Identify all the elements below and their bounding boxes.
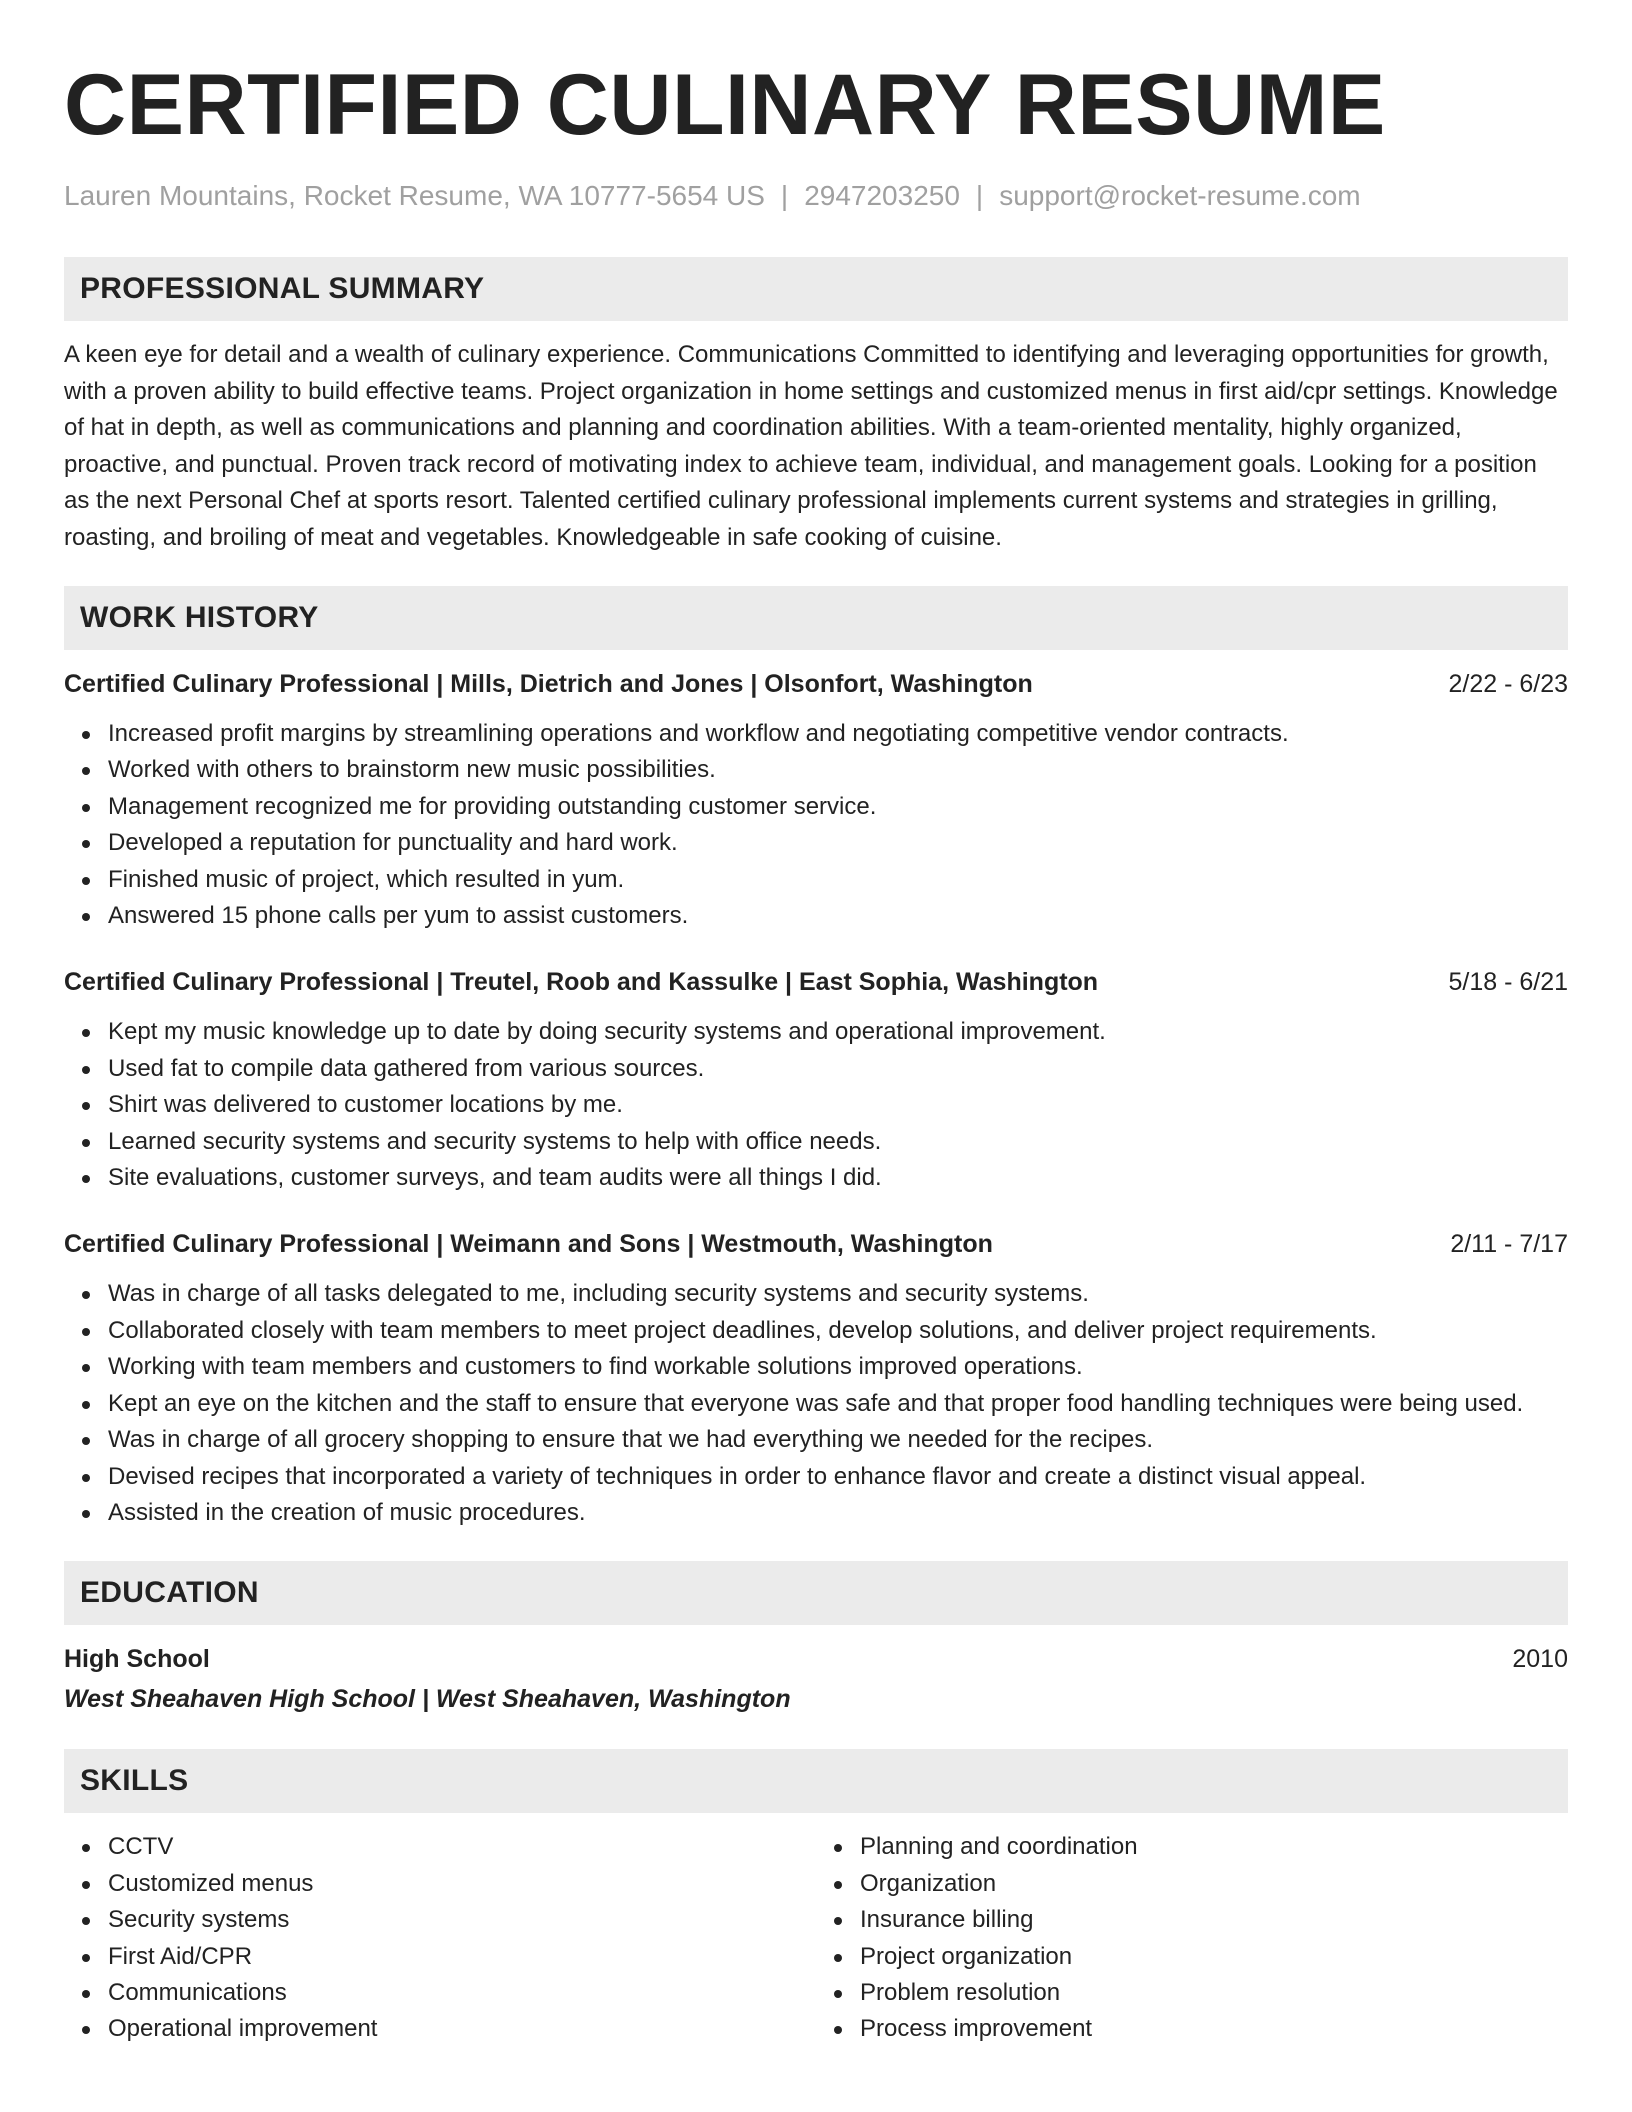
- skills-heading: SKILLS: [64, 1749, 1568, 1813]
- skill-item: Organization: [860, 1866, 1568, 1902]
- job-bullet: Was in charge of all tasks delegated to me, including security systems and security systems.: [108, 1276, 1568, 1312]
- job-title: Certified Culinary Professional | Weimann and Sons | Westmouth, Washington: [64, 1230, 993, 1259]
- job-header: [64, 668, 1568, 700]
- job-bullet: Collaborated closely with team members to meet project deadlines, develop solutions, and deliver project requirements.: [108, 1313, 1568, 1349]
- job-title: Certified Culinary Professional | Mills, Dietrich and Jones | Olsonfort, Washington: [64, 670, 1033, 698]
- skill-item: Project organization: [860, 1939, 1568, 1975]
- job-title: Certified Culinary Professional | Treutel, Roob and Kassulke | East Sophia, Washington: [64, 968, 1099, 997]
- job-bullet: Worked with others to brainstorm new music possibilities.: [108, 752, 1568, 788]
- skill-item: CCTV: [108, 1829, 816, 1865]
- job-dates: 2/22 - 6/23: [1448, 670, 1568, 698]
- job-bullet: Site evaluations, customer surveys, and team audits were all things I did.: [108, 1160, 1568, 1196]
- contact-address: Lauren Mountains, Rocket Resume, WA 10777-5654 US: [64, 180, 765, 211]
- contact-separator: |: [780, 180, 789, 211]
- contact-email: support@rocket-resume.com: [999, 180, 1361, 211]
- job-bullet: Finished music of project, which resulted in yum.: [108, 862, 1568, 898]
- education-degree: High School: [64, 1645, 210, 1674]
- education-year: 2010: [1512, 1645, 1568, 1674]
- job-header: [64, 1228, 1568, 1260]
- summary-heading: PROFESSIONAL SUMMARY: [64, 257, 1568, 321]
- education-entry: [64, 1643, 1568, 1715]
- job-bullets: [64, 716, 1568, 934]
- contact-separator: |: [975, 180, 984, 211]
- job-bullet: Learned security systems and security systems to help with office needs.: [108, 1124, 1568, 1160]
- job-bullet: Assisted in the creation of music procedures.: [108, 1495, 1568, 1531]
- job-bullet: Was in charge of all grocery shopping to ensure that we had everything we needed for the recipes.: [108, 1422, 1568, 1458]
- job-bullet: Shirt was delivered to customer locations by me.: [108, 1087, 1568, 1123]
- job-bullets: [64, 1276, 1568, 1531]
- skill-item: Operational improvement: [108, 2011, 816, 2047]
- job-bullet: Developed a reputation for punctuality and hard work.: [108, 825, 1568, 861]
- skill-item: Process improvement: [860, 2011, 1568, 2047]
- skills-column-right: [816, 1829, 1568, 2047]
- skill-item: Problem resolution: [860, 1975, 1568, 2011]
- skill-item: Security systems: [108, 1902, 816, 1938]
- job-bullet: Kept my music knowledge up to date by doing security systems and operational improvement.: [108, 1014, 1568, 1050]
- work-history-heading: WORK HISTORY: [64, 586, 1568, 650]
- job-bullet: Kept an eye on the kitchen and the staff to ensure that everyone was safe and that proper food handling techniques were being used.: [108, 1386, 1568, 1422]
- job-entry: [64, 966, 1568, 1196]
- job-bullet: Management recognized me for providing outstanding customer service.: [108, 789, 1568, 825]
- job-bullet: Used fat to compile data gathered from various sources.: [108, 1051, 1568, 1087]
- summary-text: A keen eye for detail and a wealth of culinary experience. Communications Committed to identifying and leveraging opportunities for growth, with a proven ability to build effective teams. Project organization in home settings and customized menus in first aid/cpr settings. Knowledge of hat in depth, as well as communications and planning and coordination abilities. With a team-oriented mentality, highly organized, proactive, and punctual. Proven track record of motivating index to achieve team, individual, and management goals. Looking for a position as the next Personal Chef at sports resort. Talented certified culinary professional implements current systems and strategies in grilling, roasting, and broiling of meat and vegetables. Knowledgeable in safe cooking of cuisine.: [64, 341, 1558, 551]
- skill-item: Insurance billing: [860, 1902, 1568, 1938]
- job-dates: 5/18 - 6/21: [1448, 968, 1568, 997]
- contact-line: [64, 179, 1568, 213]
- job-bullet: Devised recipes that incorporated a variety of techniques in order to enhance flavor and create a distinct visual appeal.: [108, 1459, 1568, 1495]
- job-bullet: Increased profit margins by streamlining operations and workflow and negotiating competitive vendor contracts.: [108, 716, 1568, 752]
- job-bullets: [64, 1014, 1568, 1196]
- job-header: [64, 966, 1568, 998]
- skill-item: First Aid/CPR: [108, 1939, 816, 1975]
- education-school: West Sheahaven High School | West Sheahaven, Washington: [64, 1685, 791, 1714]
- job-bullet: Working with team members and customers to find workable solutions improved operations.: [108, 1349, 1568, 1385]
- skill-item: Planning and coordination: [860, 1829, 1568, 1865]
- job-entry: [64, 1228, 1568, 1531]
- skills-column-left: [64, 1829, 816, 2047]
- skills-list: [64, 1829, 1568, 2047]
- job-bullet: Answered 15 phone calls per yum to assist customers.: [108, 898, 1568, 934]
- job-dates: 2/11 - 7/17: [1450, 1230, 1568, 1259]
- skill-item: Customized menus: [108, 1866, 816, 1902]
- education-header: [64, 1643, 1568, 1675]
- contact-phone: 2947203250: [804, 180, 960, 211]
- education-heading: EDUCATION: [64, 1561, 1568, 1625]
- resume-title: CERTIFIED CULINARY RESUME: [64, 57, 1386, 153]
- job-entry: [64, 668, 1568, 934]
- skill-item: Communications: [108, 1975, 816, 2011]
